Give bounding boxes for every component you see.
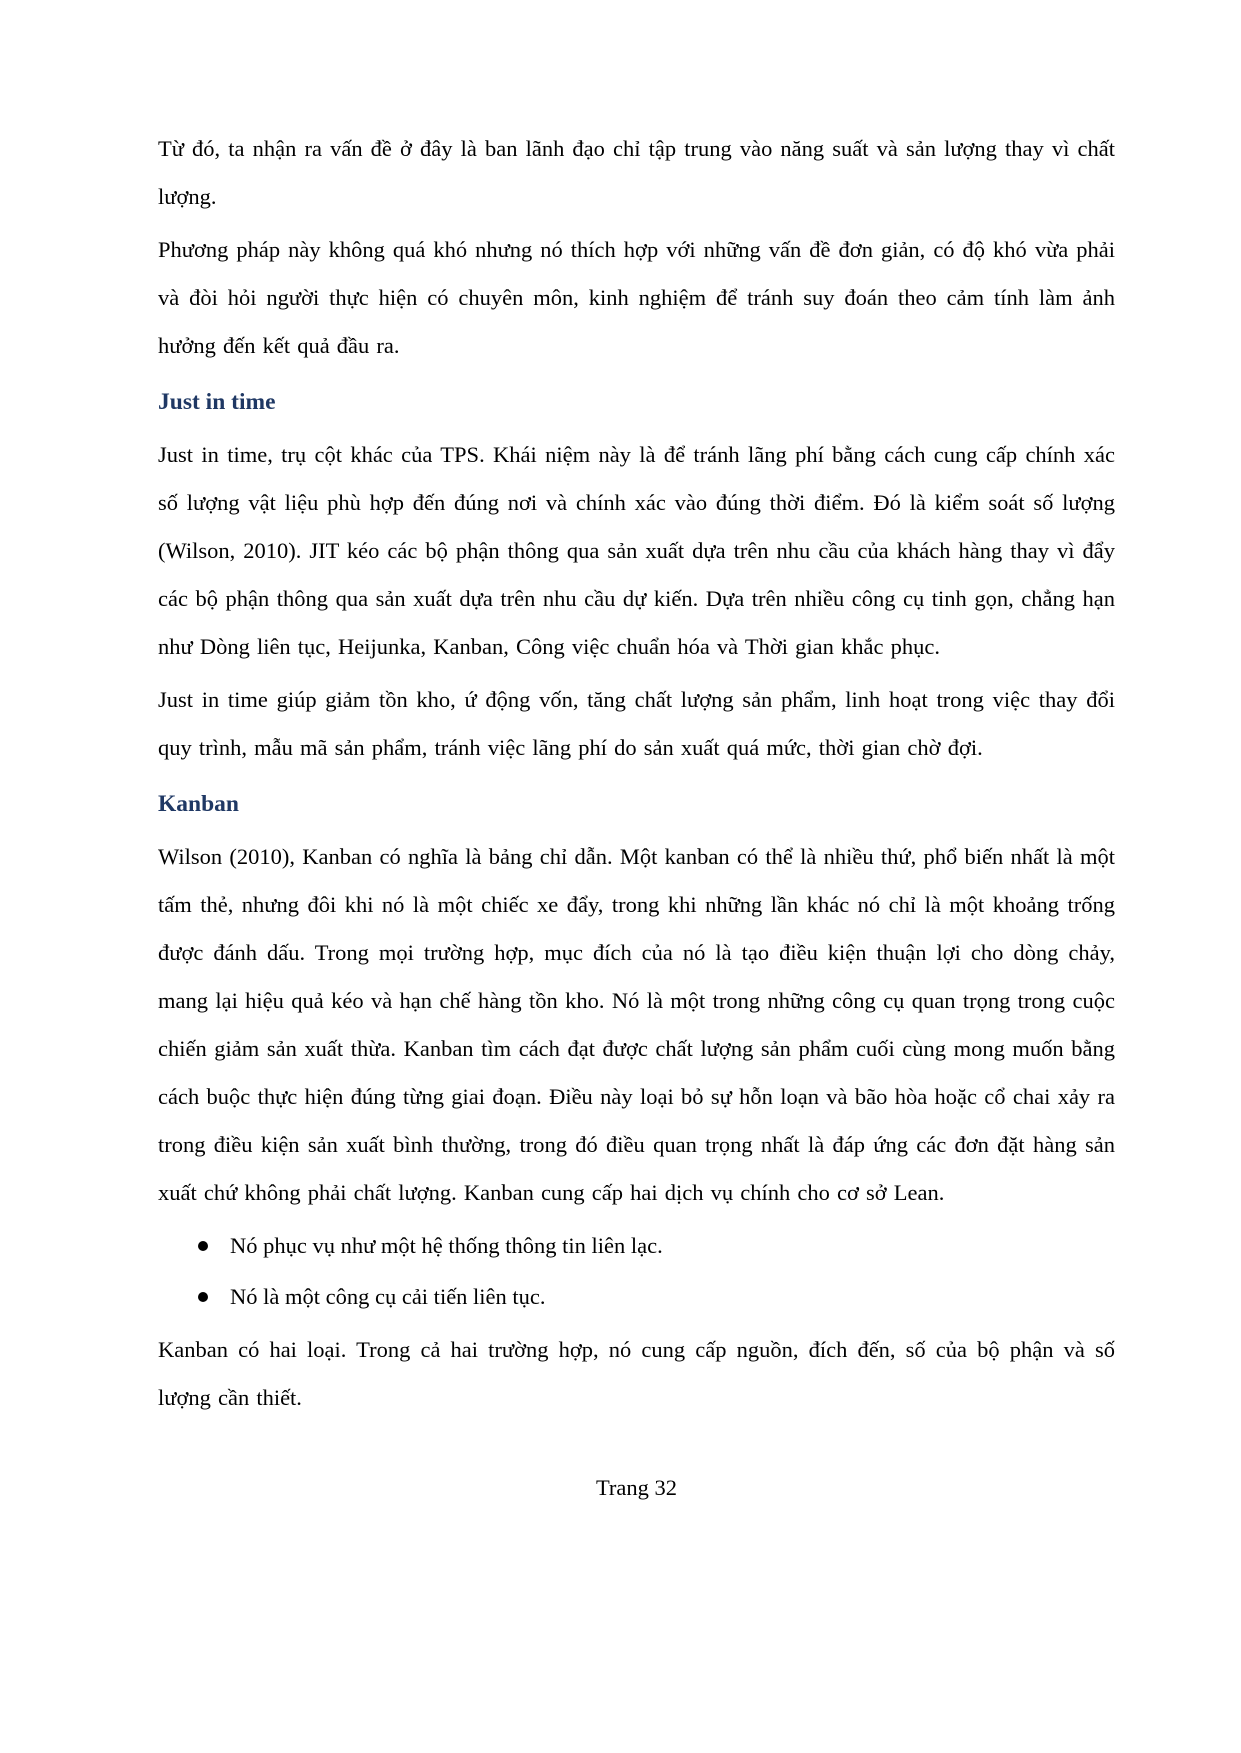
paragraph-kanban-body: Wilson (2010), Kanban có nghĩa là bảng chỉ dẫn. Một kanban có thể là nhiều thứ, phổ biến nhất là một tấm thẻ, nhưng đôi khi nó là một chiếc xe đẩy, trong khi những lần khác nó chỉ là một khoảng trống được đánh dấu. Trong mọi trường hợp, mục đích của nó là tạo điều kiện thuận lợi cho dòng chảy, mang lại hiệu quả kéo và hạn chế hàng tồn kho. Nó là một trong những công cụ quan trọng trong cuộc chiến giảm sản xuất thừa. Kanban tìm cách đạt được chất lượng sản phẩm cuối cùng mong muốn bằng cách buộc thực hiện đúng từng giai đoạn. Điều này loại bỏ sự hỗn loạn và bão hòa hoặc cổ chai xảy ra trong điều kiện sản xuất bình thường, trong đó điều quan trọng nhất là đáp ứng các đơn đặt hàng sản xuất chứ không phải chất lượng. Kanban cung cấp hai dịch vụ chính cho cơ sở Lean.	[158, 844, 1115, 1205]
paragraph-kanban-types: Kanban có hai loại. Trong cả hai trường hợp, nó cung cấp nguồn, đích đến, số của bộ phận và số lượng cần thiết.	[158, 1337, 1115, 1410]
bullet-list	[158, 1222, 1115, 1321]
list-item-text: Nó là một công cụ cải tiến liên tục.	[230, 1284, 546, 1309]
page-number: Trang 32	[595, 1475, 678, 1500]
list-item	[158, 1222, 1115, 1270]
paragraph-method: Phương pháp này không quá khó nhưng nó thích hợp với những vấn đề đơn giản, có độ khó vừa phải và đòi hỏi người thực hiện có chuyên môn, kinh nghiệm để tránh suy đoán theo cảm tính làm ảnh hưởng đến kết quả đầu ra.	[158, 237, 1115, 358]
list-item-text: Nó phục vụ như một hệ thống thông tin liên lạc.	[230, 1233, 663, 1258]
bullet-icon	[198, 1292, 208, 1302]
heading-just-in-time: Just in time	[158, 389, 276, 415]
paragraph-jit-benefits: Just in time giúp giảm tồn kho, ứ động vốn, tăng chất lượng sản phẩm, linh hoạt trong việc thay đổi quy trình, mẫu mã sản phẩm, tránh việc lãng phí do sản xuất quá mức, thời gian chờ đợi.	[158, 687, 1115, 760]
bullet-icon	[198, 1241, 208, 1251]
list-item	[158, 1273, 1115, 1321]
paragraph-intro: Từ đó, ta nhận ra vấn đề ở đây là ban lãnh đạo chỉ tập trung vào năng suất và sản lượng thay vì chất lượng.	[158, 136, 1115, 209]
heading-kanban: Kanban	[158, 791, 239, 817]
paragraph-jit-body: Just in time, trụ cột khác của TPS. Khái niệm này là để tránh lãng phí bằng cách cung cấp chính xác số lượng vật liệu phù hợp đến đúng nơi và chính xác vào đúng thời điểm. Đó là kiểm soát số lượng (Wilson, 2010). JIT kéo các bộ phận thông qua sản xuất dựa trên nhu cầu của khách hàng thay vì đẩy các bộ phận thông qua sản xuất dựa trên nhu cầu dự kiến. Dựa trên nhiều công cụ tinh gọn, chẳng hạn như Dòng liên tục, Heijunka, Kanban, Công việc chuẩn hóa và Thời gian khắc phục.	[158, 442, 1115, 659]
